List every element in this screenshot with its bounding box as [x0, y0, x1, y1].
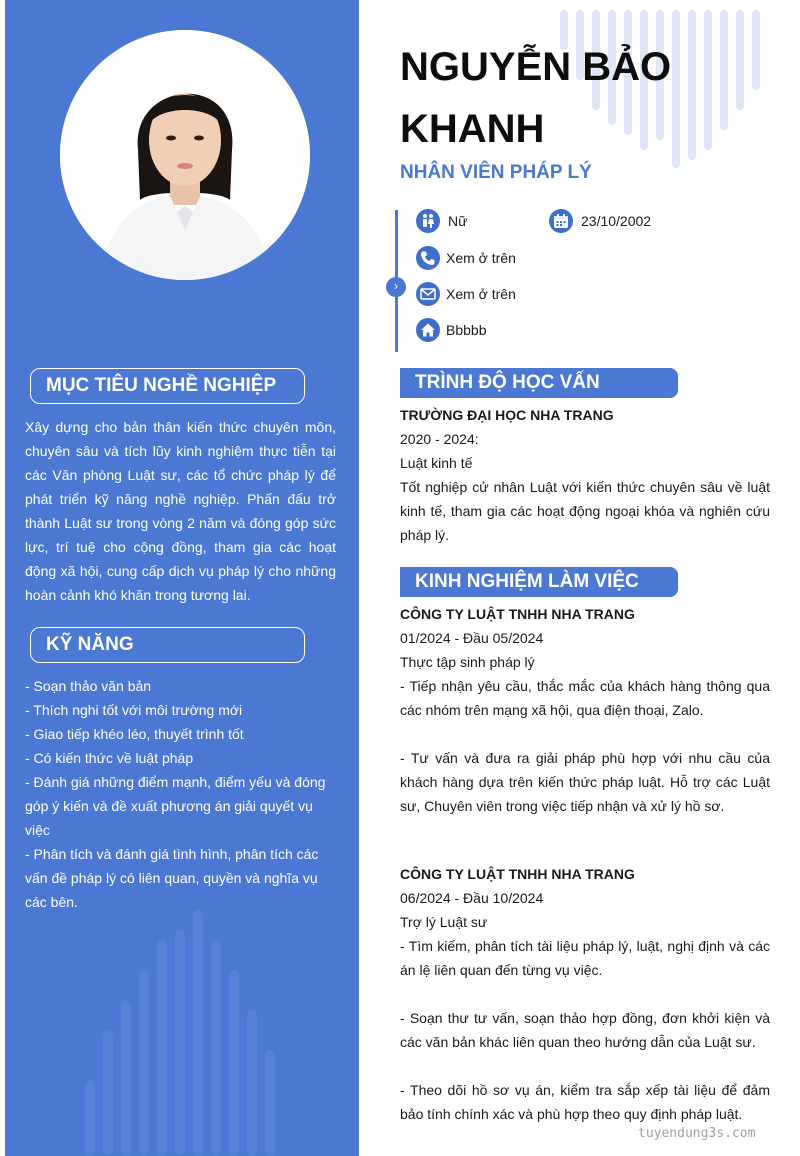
skill-item: - Thích nghi tốt với môi trường mới	[25, 702, 243, 718]
education-section	[400, 403, 770, 547]
education-period: 2020 - 2024:	[400, 431, 479, 447]
skill-item: - Soạn thảo văn bản	[25, 678, 152, 694]
phone-value: Xem ở trên	[446, 250, 516, 266]
portrait-image	[60, 30, 310, 280]
job-position: Thực tập sinh pháp lý	[400, 654, 535, 670]
job-period: 06/2024 - Đầu 10/2024	[400, 890, 544, 906]
profile-photo	[60, 30, 310, 280]
chevron-right-icon[interactable]: ›	[386, 277, 406, 297]
job-duty: - Soạn thư tư vấn, soạn thảo hợp đồng, đơn khởi kiện và các văn bản khác liên quan theo hướng dẫn của Luật sư.	[400, 1010, 770, 1050]
job-duty: - Tiếp nhận yêu cầu, thắc mắc của khách hàng thông qua các nhóm trên mạng xã hội, qua điện thoại, Zalo.	[400, 678, 770, 718]
job-duty: - Theo dõi hồ sơ vụ án, kiểm tra sắp xếp tài liệu để đảm bảo tính chính xác và phù hợp theo quy định pháp luật.	[400, 1082, 770, 1122]
calendar-icon	[549, 209, 573, 233]
skill-item: - Giao tiếp khéo léo, thuyết trình tốt	[25, 726, 244, 742]
watermark: tuyendung3s.com	[638, 1126, 756, 1141]
decorative-bars-sidebar	[85, 910, 285, 1156]
sidebar	[5, 0, 359, 1156]
objective-heading: MỤC TIÊU NGHỀ NGHIỆP	[30, 368, 305, 404]
job-duty: - Tìm kiếm, phân tích tài liệu pháp lý, luật, nghị định và các án lệ liên quan đến từng vụ việc.	[400, 938, 770, 978]
job-position: Trợ lý Luật sư	[400, 914, 488, 930]
job-duty: - Tư vấn và đưa ra giải pháp phù hợp với nhu cầu của khách hàng dựa trên kiến thức pháp luật. Hỗ trợ các Luật sư, Chuyên viên trong việc tiếp nhận và xử lý hồ sơ.	[400, 750, 770, 814]
skills-heading: KỸ NĂNG	[30, 627, 305, 663]
email-value: Xem ở trên	[446, 286, 516, 302]
job-entry	[400, 862, 770, 1126]
education-heading: TRÌNH ĐỘ HỌC VẤN	[400, 368, 678, 398]
skill-item: - Đánh giá những điểm mạnh, điểm yếu và đóng góp ý kiến và đề xuất phương án giải quyết vụ việc	[25, 774, 326, 838]
job-title: NHÂN VIÊN PHÁP LÝ	[400, 162, 592, 183]
job-period: 01/2024 - Đầu 05/2024	[400, 630, 544, 646]
email-icon	[416, 282, 440, 306]
address-value: Bbbbb	[446, 322, 487, 338]
home-icon	[416, 318, 440, 342]
education-description: Tốt nghiệp cử nhân Luật với kiến thức chuyên sâu về luật kinh tế, tham gia các hoạt động ngoại khóa và nghiên cứu pháp lý.	[400, 479, 770, 543]
experience-heading: KINH NGHIỆM LÀM VIỆC	[400, 567, 678, 597]
birthdate-value: 23/10/2002	[581, 213, 652, 229]
skill-item: - Phân tích và đánh giá tình hình, phân tích các vấn đề pháp lý có liên quan, quyền và nghĩa vụ các bên.	[25, 846, 319, 910]
job-entry	[400, 602, 770, 818]
company-name: CÔNG TY LUẬT TNHH NHA TRANG	[400, 866, 635, 882]
gender-value: Nữ	[448, 213, 468, 229]
school-name: TRƯỜNG ĐẠI HỌC NHA TRANG	[400, 407, 614, 423]
candidate-name: NGUYỄN BẢO KHANH	[400, 45, 672, 151]
skill-item: - Có kiến thức về luật pháp	[25, 750, 194, 766]
gender-icon	[416, 209, 440, 233]
education-major: Luật kinh tế	[400, 455, 473, 471]
skills-list	[25, 674, 336, 914]
objective-text: Xây dựng cho bản thân kiến thức chuyên môn, chuyên sâu và tích lũy kinh nghiệm thực tiễn tại các Văn phòng Luật sư, các tổ chức pháp lý để phát triển kỹ năng nghề nghiệp. Phấn đấu trở thành Luật sư trong vòng 2 năm và đóng góp sức lực, trí tuệ cho cộng đồng, tham gia các hoạt động xã hội, cung cấp dịch vụ pháp lý cho những hoàn cảnh khó khăn trong tương lai.	[25, 419, 336, 603]
company-name: CÔNG TY LUẬT TNHH NHA TRANG	[400, 606, 635, 622]
phone-icon	[416, 246, 440, 270]
